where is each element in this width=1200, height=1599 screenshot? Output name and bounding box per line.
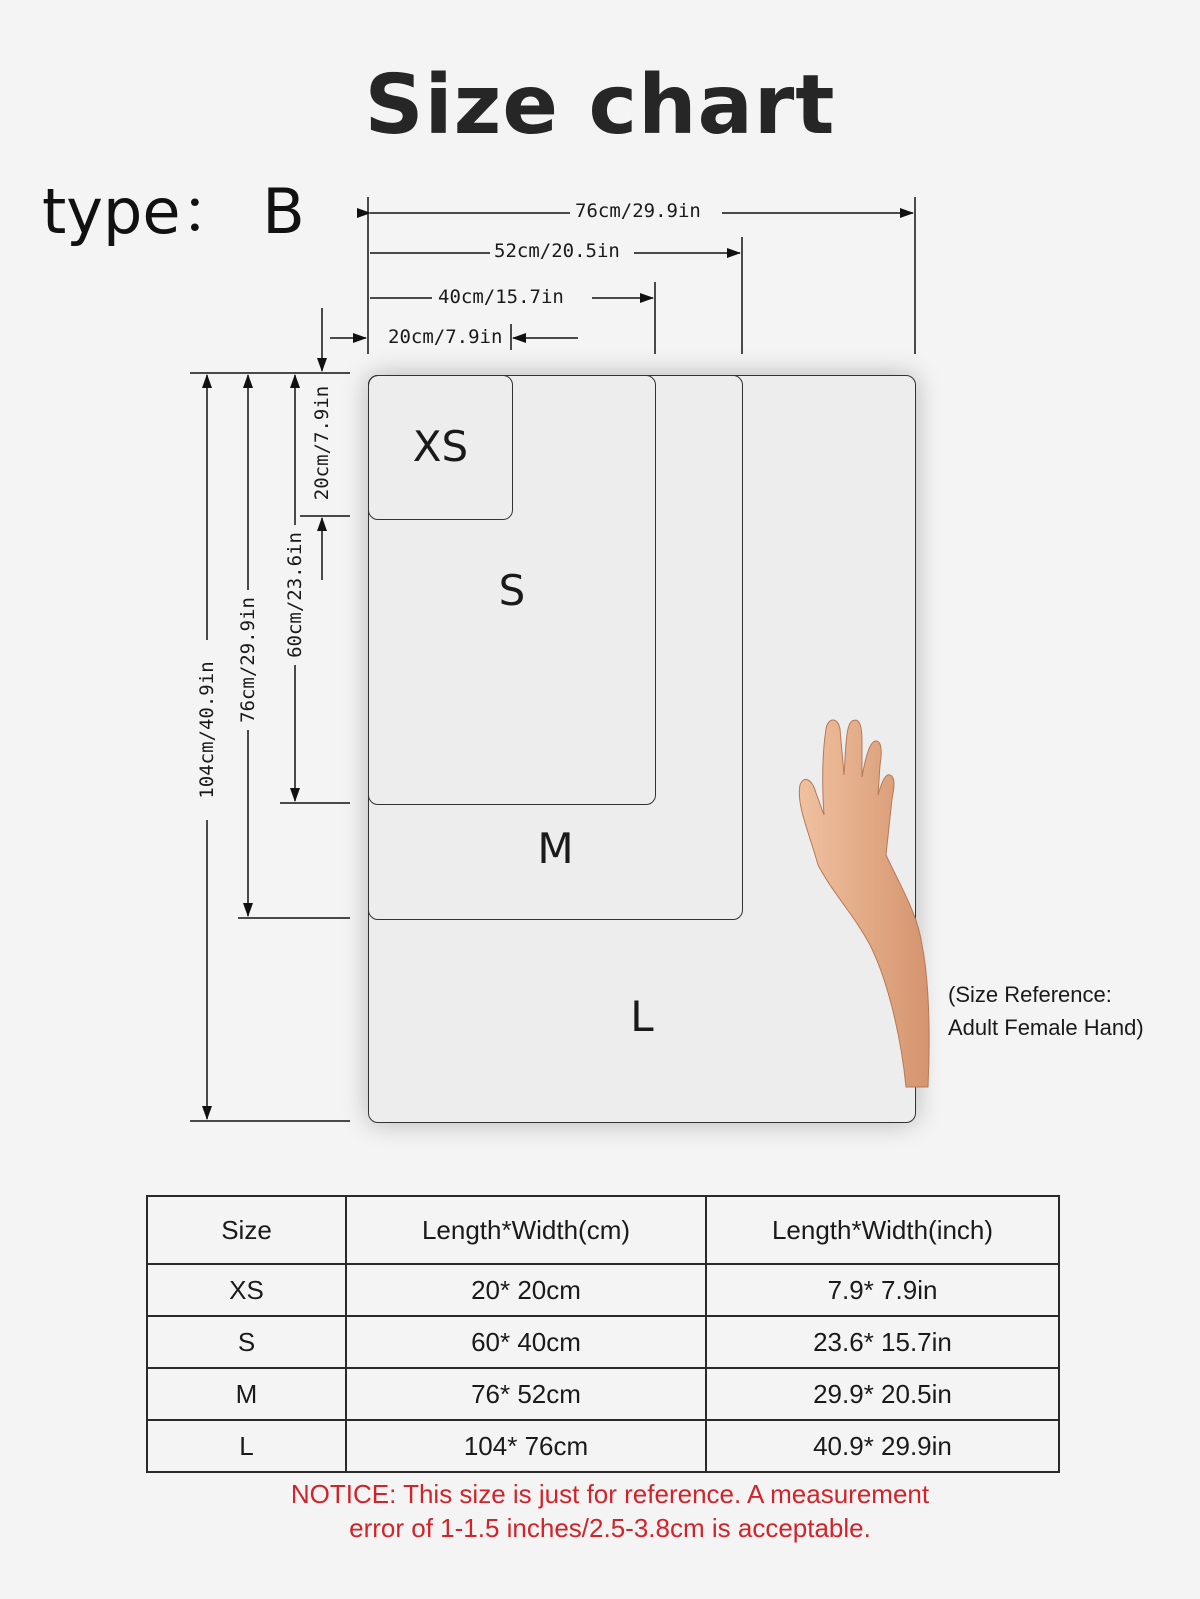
notice-line1: NOTICE: This size is just for reference. A measurement bbox=[290, 1479, 930, 1509]
table-row bbox=[147, 1264, 1059, 1316]
table-cell-inch: 29.9* 20.5in bbox=[706, 1368, 1059, 1420]
size-label-m: M bbox=[537, 824, 574, 873]
table-header-inch: Length*Width(inch) bbox=[706, 1196, 1059, 1264]
table-cell-inch: 7.9* 7.9in bbox=[706, 1264, 1059, 1316]
table-header-cm: Length*Width(cm) bbox=[346, 1196, 706, 1264]
dimension-label-left-104: 104cm/40.9in bbox=[196, 661, 218, 799]
table-header-row bbox=[147, 1196, 1059, 1264]
type-label: type： B bbox=[42, 175, 305, 248]
dimension-label-left-60: 60cm/23.6in bbox=[284, 532, 306, 658]
hand-illustration bbox=[790, 715, 950, 1095]
table-cell-inch: 40.9* 29.9in bbox=[706, 1420, 1059, 1472]
dimension-label-left-20: 20cm/7.9in bbox=[311, 385, 333, 501]
table-cell-cm: 60* 40cm bbox=[346, 1316, 706, 1368]
table-row bbox=[147, 1368, 1059, 1420]
table-cell-size: M bbox=[147, 1368, 346, 1420]
dimension-label-top-40: 40cm/15.7in bbox=[438, 286, 564, 308]
page-title: Size chart bbox=[364, 58, 836, 153]
size-label-s: S bbox=[498, 566, 526, 615]
table-cell-inch: 23.6* 15.7in bbox=[706, 1316, 1059, 1368]
size-reference-note-line1: (Size Reference: bbox=[948, 982, 1112, 1007]
dimension-label-top-76: 76cm/29.9in bbox=[575, 200, 701, 222]
dimension-label-top-20: 20cm/7.9in bbox=[388, 326, 503, 348]
dimension-label-top-52: 52cm/20.5in bbox=[494, 240, 620, 262]
table-cell-size: XS bbox=[147, 1264, 346, 1316]
table-cell-size: S bbox=[147, 1316, 346, 1368]
table-cell-cm: 76* 52cm bbox=[346, 1368, 706, 1420]
size-label-l: L bbox=[630, 992, 654, 1041]
table-cell-cm: 104* 76cm bbox=[346, 1420, 706, 1472]
size-label-xs: XS bbox=[412, 422, 469, 471]
table-header-size: Size bbox=[147, 1196, 346, 1264]
notice-line2: error of 1-1.5 inches/2.5-3.8cm is acceptable. bbox=[349, 1513, 871, 1543]
table-row bbox=[147, 1316, 1059, 1368]
size-reference-note bbox=[948, 978, 1144, 1044]
table-cell-cm: 20* 20cm bbox=[346, 1264, 706, 1316]
table-row bbox=[147, 1420, 1059, 1472]
size-table bbox=[146, 1195, 1060, 1473]
table-cell-size: L bbox=[147, 1420, 346, 1472]
dimension-label-left-76: 76cm/29.9in bbox=[237, 597, 259, 723]
size-reference-note-line2: Adult Female Hand) bbox=[948, 1015, 1144, 1040]
notice-text bbox=[0, 1477, 1200, 1545]
